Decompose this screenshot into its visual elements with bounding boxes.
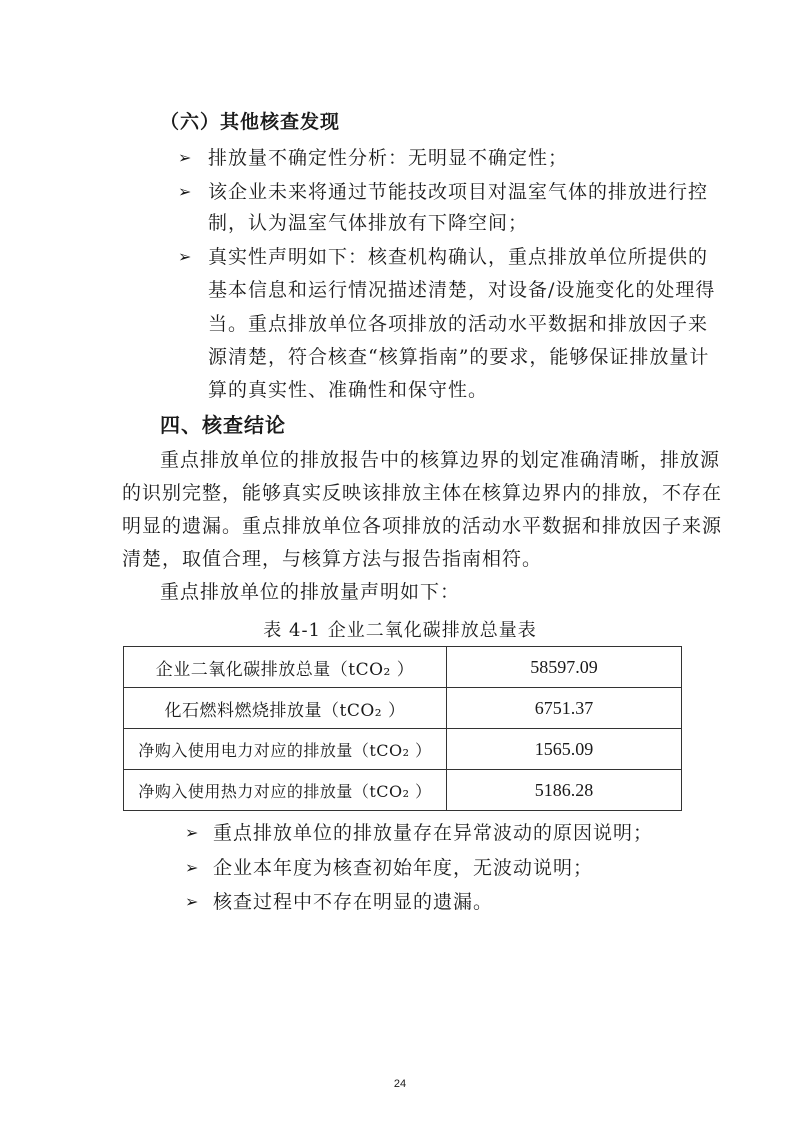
row-label-heat: 净购入使用热力对应的排放量（tCO₂ ） <box>124 770 447 811</box>
row-label-fossil: 化石燃料燃烧排放量（tCO₂ ） <box>124 688 447 729</box>
finding-uncertainty: 排放量不确定性分析：无明显不确定性； <box>208 147 569 169</box>
emission-statement-intro: 重点排放单位的排放量声明如下： <box>160 581 461 603</box>
bullet-arrow-icon: ➢ <box>185 858 199 877</box>
bullet-arrow-icon: ➢ <box>185 823 199 842</box>
conclusion-paragraph-l4: 清楚，取值合理，与核算方法与报告指南相符。 <box>122 548 543 570</box>
finding-authenticity-l2: 基本信息和运行情况描述清楚，对设备/设施变化的处理得 <box>208 279 716 301</box>
row-value-electricity: 1565.09 <box>447 729 682 770</box>
finding-reduction-l1: 该企业未来将通过节能技改项目对温室气体的排放进行控 <box>208 181 709 203</box>
bullet-arrow-icon: ➢ <box>178 148 192 167</box>
row-label-electricity: 净购入使用电力对应的排放量（tCO₂ ） <box>124 729 447 770</box>
table-caption: 表 4-1 企业二氧化碳排放总量表 <box>263 620 537 641</box>
bullet-arrow-icon: ➢ <box>178 182 192 201</box>
section-heading-other-findings: （六）其他核查发现 <box>160 111 341 133</box>
finding-reduction-l2: 制，认为温室气体排放有下降空间； <box>208 212 529 234</box>
row-label-total: 企业二氧化碳排放总量（tCO₂ ） <box>124 647 447 688</box>
fluctuation-note: 企业本年度为核查初始年度，无波动说明； <box>213 857 594 879</box>
finding-authenticity-l4: 源清楚，符合核查“核算指南”的要求，能够保证排放量计 <box>208 346 710 368</box>
section-heading-conclusion: 四、核查结论 <box>160 413 286 437</box>
fluctuation-reason: 重点排放单位的排放量存在异常波动的原因说明； <box>213 822 654 844</box>
row-value-heat: 5186.28 <box>447 770 682 811</box>
page-number: 24 <box>393 1078 407 1090</box>
conclusion-paragraph-l2: 的识别完整，能够真实反映该排放主体在核算边界内的排放，不存在 <box>122 482 723 504</box>
emissions-table <box>123 646 682 811</box>
finding-authenticity-l1: 真实性声明如下：核查机构确认，重点排放单位所提供的 <box>208 246 709 268</box>
table-row <box>124 647 682 688</box>
bullet-arrow-icon: ➢ <box>178 247 192 266</box>
table-row <box>124 688 682 729</box>
omission-note: 核查过程中不存在明显的遗漏。 <box>213 891 494 913</box>
table-row <box>124 770 682 811</box>
row-value-total: 58597.09 <box>447 647 682 688</box>
row-value-fossil: 6751.37 <box>447 688 682 729</box>
bullet-arrow-icon: ➢ <box>185 892 199 911</box>
conclusion-paragraph-l3: 明显的遗漏。重点排放单位各项排放的活动水平数据和排放因子来源 <box>122 515 723 537</box>
finding-authenticity-l3: 当。重点排放单位各项排放的活动水平数据和排放因子来 <box>208 313 709 335</box>
table-row <box>124 729 682 770</box>
conclusion-paragraph-l1: 重点排放单位的排放报告中的核算边界的划定准确清晰，排放源 <box>160 449 721 471</box>
finding-authenticity-l5: 算的真实性、准确性和保守性。 <box>208 379 489 401</box>
